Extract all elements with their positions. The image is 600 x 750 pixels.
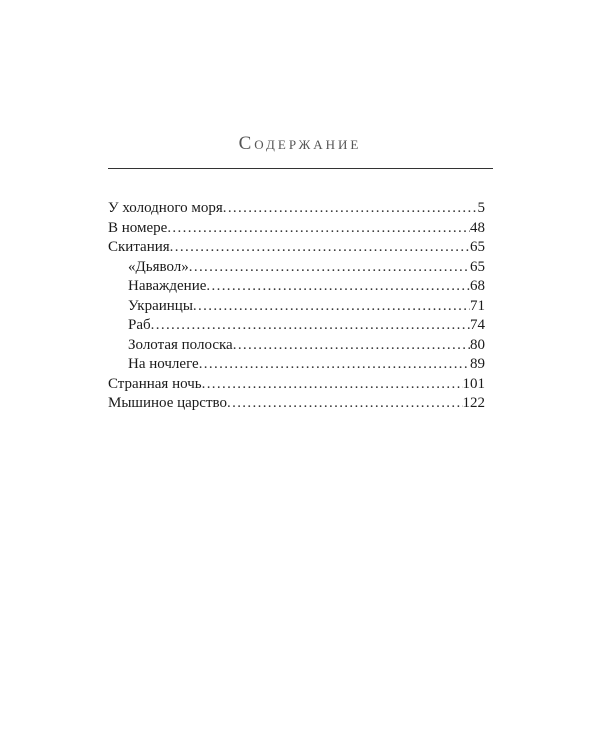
- toc-entry-page: 71: [470, 297, 485, 314]
- toc-entry-page: 101: [462, 375, 485, 392]
- toc-entry-u-kholodnogo-morya: [108, 199, 485, 219]
- toc-entry-page: 65: [470, 258, 485, 275]
- toc-subentry-na-nochlege: [108, 355, 485, 375]
- toc-entry-title: Мышиное царство: [108, 395, 227, 411]
- toc-entry-skitaniya: [108, 238, 485, 258]
- table-of-contents: [108, 199, 485, 414]
- toc-subentry-dyavol: [108, 258, 485, 278]
- toc-entry-page: 80: [470, 336, 485, 353]
- toc-dot-leader: [167, 219, 470, 239]
- toc-entry-title: Раб: [128, 317, 151, 333]
- toc-entry-title: «Дьявол»: [128, 258, 189, 275]
- toc-entry-page: 65: [470, 239, 485, 255]
- toc-entry-title: В номере: [108, 219, 168, 236]
- toc-dot-leader: [233, 336, 470, 356]
- toc-subentry-zolotaya-poloska: [108, 336, 485, 356]
- toc-entry-title: Украинцы: [128, 297, 193, 314]
- toc-dot-leader: [170, 238, 470, 258]
- toc-subentry-rab: [108, 316, 485, 336]
- toc-entry-page: 122: [462, 395, 485, 411]
- toc-entry-title: Скитания: [108, 239, 170, 255]
- toc-entry-strannaya-noch: [108, 375, 485, 395]
- toc-dot-leader: [151, 316, 470, 336]
- toc-entry-page: 68: [470, 278, 485, 294]
- toc-entry-myshinoe-tsarstvo: [108, 394, 485, 414]
- toc-entry-title: На ночлеге: [128, 356, 199, 372]
- toc-entry-title: Наваждение: [128, 278, 207, 294]
- toc-dot-leader: [227, 394, 463, 414]
- toc-dot-leader: [206, 277, 470, 297]
- toc-entry-title: Золотая полоска: [128, 336, 233, 353]
- toc-entry-page: 74: [470, 317, 485, 333]
- toc-entry-page: 5: [477, 200, 485, 216]
- toc-subentry-ukraintsy: [108, 297, 485, 317]
- toc-dot-leader: [189, 258, 470, 278]
- toc-subentry-navazhdenie: [108, 277, 485, 297]
- heading-rule: [108, 168, 493, 169]
- toc-dot-leader: [202, 375, 463, 395]
- contents-heading: Содержание: [238, 133, 362, 154]
- toc-dot-leader: [193, 297, 470, 317]
- toc-entry-title: Странная ночь: [108, 375, 202, 392]
- toc-entry-v-nomere: [108, 219, 485, 239]
- toc-entry-page: 48: [470, 219, 485, 236]
- toc-dot-leader: [223, 199, 478, 219]
- toc-dot-leader: [199, 355, 470, 375]
- toc-entry-title: У холодного моря: [108, 200, 223, 216]
- toc-entry-page: 89: [470, 356, 485, 372]
